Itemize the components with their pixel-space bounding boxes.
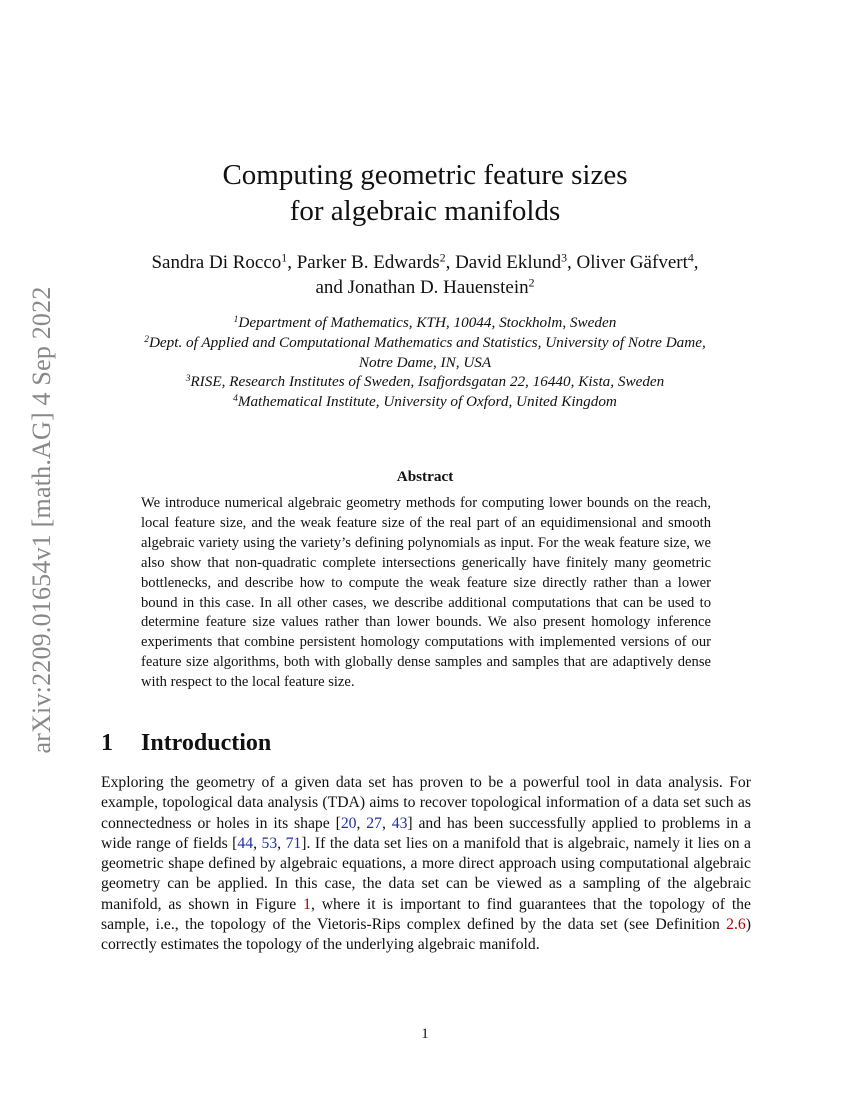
author-affil-sup: 1 — [281, 251, 288, 265]
title-line-2: for algebraic manifolds — [289, 195, 561, 227]
author-affil-sup: 3 — [561, 251, 568, 265]
arxiv-identifier-stamp: arXiv:2209.01654v1 [math.AG] 4 Sep 2022 — [27, 286, 56, 754]
page-number: 1 — [421, 1026, 429, 1042]
intro-text: ]. If the data set lies on a manifold that is algebraic, namely it lies on a geometric shape defined by algebraic equations, a more direct approach using computational algebraic geometry can be applied. In this case, the data set can be viewed as a sampling of the algebraic manifold, as shown in Figure — [101, 834, 752, 913]
author-name: Parker B. Edwards — [296, 252, 440, 273]
affiliation-text: Dept. of Applied and Computational Mathematics and Statistics, University of Notre Dame, — [148, 333, 706, 351]
affiliation-sup: 4 — [233, 394, 238, 405]
author-affil-sup: 2 — [439, 251, 446, 265]
affiliation-1 — [0, 313, 850, 333]
author-affil-sup: 4 — [687, 251, 694, 265]
citation-separator: , — [277, 834, 286, 852]
section-number: 1 — [101, 730, 113, 756]
intro-text: , where it is important to find guarantees that the topology of the sample, i.e., the topology of the Vietoris-Rips complex defined by the data set (see Definition — [101, 895, 751, 934]
author-list — [0, 250, 850, 300]
definition-reference-link[interactable]: 2.6 — [726, 916, 746, 934]
affiliation-list — [0, 313, 850, 412]
author-name: David Eklund — [455, 252, 562, 273]
intro-text: ) correctly estimates the topology of the underlying algebraic manifold. — [101, 916, 751, 954]
figure-reference-link[interactable]: 1 — [303, 895, 311, 913]
citation-link[interactable]: 44 — [237, 834, 254, 852]
abstract-body: We introduce numerical algebraic geometry methods for computing lower bounds on the reach, local feature size, and the weak feature size of the real part of an equidimensional and smooth algebraic variety using the variety’s defining polynomials as input. For the weak feature size, we also show that non-quadratic complete intersections generically have finitely many geometric bottlenecks, and describe how to compute the weak feature size directly rather than a lower bound in this case. In all other cases, we describe additional computations that can be used to determine feature size values rather than lower bounds. We also present homology inference experiments that combine persistent homology computations with implemented versions of our feature size algorithms, both with globally dense samples and samples that are adaptively dense with respect to the local feature size. — [141, 495, 711, 691]
author-line-2 — [0, 275, 850, 300]
author-conjunction: and — [315, 277, 348, 298]
intro-text: ] and has been successfully applied to problems in a wide range of fields [ — [101, 814, 751, 852]
citation-separator: , — [356, 814, 367, 832]
citation-separator: , — [253, 834, 262, 852]
author-name: Jonathan D. Hauenstein — [347, 277, 529, 298]
affiliation-4 — [0, 392, 850, 412]
section-title: Introduction — [141, 730, 272, 756]
affiliation-text: Department of Mathematics, KTH, 10044, Stockholm, Sweden — [238, 314, 617, 331]
citation-link[interactable]: 43 — [391, 814, 408, 832]
affiliation-sup: 1 — [233, 314, 239, 325]
affiliation-sup: 3 — [185, 374, 191, 385]
paper-title — [0, 157, 850, 229]
author-name: Oliver Gäfvert — [576, 252, 688, 273]
abstract-heading: Abstract — [396, 468, 454, 485]
affiliation-text: RISE, Research Institutes of Sweden, Isafjordsgatan 22, 16440, Kista, Sweden — [190, 373, 665, 391]
citation-link[interactable]: 27 — [366, 814, 382, 832]
affiliation-2 — [0, 333, 850, 353]
citation-link[interactable]: 20 — [340, 814, 357, 832]
affiliation-text: Mathematical Institute, University of Oxford, United Kingdom — [237, 393, 617, 411]
section-heading — [101, 730, 271, 757]
citation-separator: , — [381, 814, 392, 832]
title-line-1: Computing geometric feature sizes — [222, 159, 628, 191]
introduction-paragraph — [101, 773, 751, 956]
affiliation-2-continued: Notre Dame, IN, USA — [358, 353, 492, 371]
author-line-1: Sandra Di Rocco$^1$, Parker B. Edwards$^2$, David Eklund$^3$, Oliver Gäfvert$^4$, — [151, 251, 699, 273]
citation-link[interactable]: 71 — [285, 834, 302, 852]
affiliation-3 — [0, 372, 850, 392]
intro-text: Exploring the geometry of a given data set has proven to be a powerful tool in data analysis. For example, topological data analysis (TDA) aims to recover topological information of a data set such as connectedness or holes in its shape [ — [101, 774, 751, 832]
citation-link[interactable]: 53 — [261, 834, 278, 852]
affiliation-sup: 2 — [144, 334, 149, 345]
author-name: Sandra Di Rocco — [151, 252, 282, 273]
author-affil-sup: 2 — [528, 276, 535, 290]
